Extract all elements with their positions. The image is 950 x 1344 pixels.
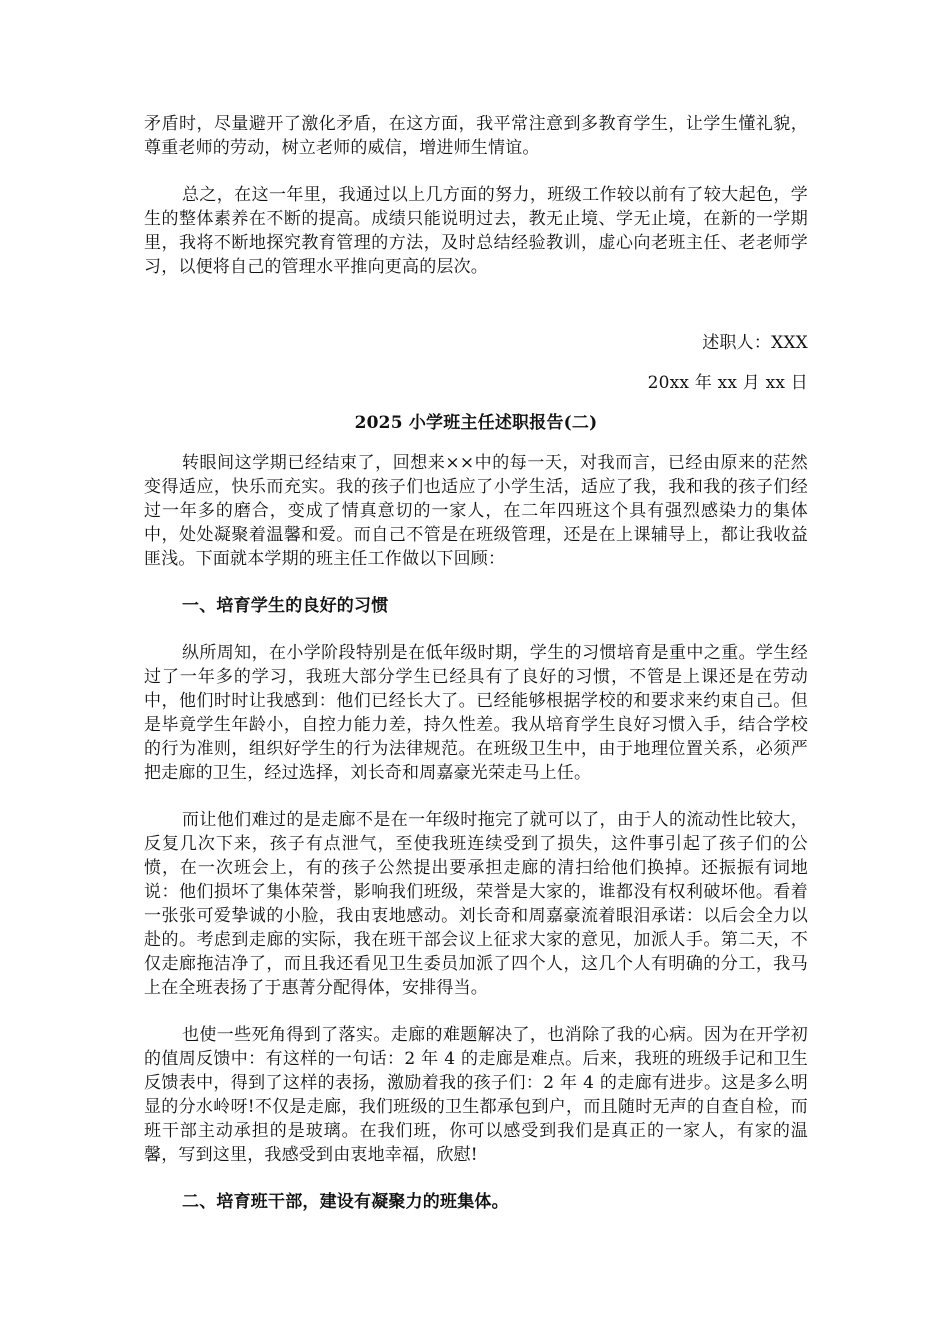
paragraph-3: 转眼间这学期已经结束了，回想来××中的每一天，对我而言，已经由原来的茫然变得适应，快乐而充实。我的孩子们也适应了小学生活，适应了我，我和我的孩子们经过一年多的磨合，变成了情真意切的一家人，在二年四班这个具有强烈感染力的集体中，处处凝聚着温馨和爱。而自己不管是在班级管理，还是在上课辅导上，都让我收益匪浅。下面就本学期的班主任工作做以下回顾： [144,453,808,569]
paragraph-2: 总之，在这一年里，我通过以上几方面的努力，班级工作较以前有了较大起色，学生的整体素养在不断的提高。成绩只能说明过去，教无止境、学无止境，在新的一学期里，我将不断地探究教育管理的方法，及时总结经验教训，虚心向老班主任、老老师学习，以便将自己的管理水平推向更高的层次。 [144,185,808,277]
paragraph-1: 矛盾时，尽量避开了激化矛盾，在这方面，我平常注意到多教育学生，让学生懂礼貌，尊重老师的劳动，树立老师的威信，增进师生情谊。 [144,114,808,158]
document-page [144,112,808,1214]
section-heading-1: 一、培育学生的良好的习惯 [182,596,389,616]
signature-line: 述职人：XXX [702,333,808,353]
section-heading-2: 二、培育班干部，建设有凝聚力的班集体。 [182,1192,509,1212]
date-line: 20xx 年 xx 月 xx 日 [647,373,808,393]
paragraph-6: 也使一些死角得到了落实。走廊的难题解决了，也消除了我的心病。因为在开学初的值周反馈中：有这样的一句话：2 年 4 的走廊是难点。后来，我班的班级手记和卫生反馈表中，得到了这样的表扬，激励着我的孩子们：2 年 4 的走廊有进步。这是多么明显的分水岭呀!不仅是走廊，我们班级的卫生都承包到户，而且随时无声的自查自检，而班干部主动承担的是玻璃。在我们班，你可以感受到我们是真正的一家人，有家的温馨，写到这里，我感受到由衷地幸福，欣慰! [144,1025,808,1165]
report-title: 2025 小学班主任述职报告(二) [354,413,598,433]
paragraph-5: 而让他们难过的是走廊不是在一年级时拖完了就可以了，由于人的流动性比较大，反复几次下来，孩子有点泄气，至使我班连续受到了损失，这件事引起了孩子们的公愤，在一次班会上，有的孩子公然提出要承担走廊的清扫给他们换掉。还振振有词地说：他们损坏了集体荣誉，影响我们班级，荣誉是大家的，谁都没有权利破坏他。看着一张张可爱挚诚的小脸，我由衷地感动。刘长奇和周嘉豪流着眼泪承诺：以后会全力以赴的。考虑到走廊的实际，我在班干部会议上征求大家的意见，加派人手。第二天，不仅走廊拖洁净了，而且我还看见卫生委员加派了四个人，这几个人有明确的分工，我马上在全班表扬了于惠菁分配得体，安排得当。 [144,810,808,998]
paragraph-4: 纵所周知，在小学阶段特别是在低年级时期，学生的习惯培育是重中之重。学生经过了一年多的学习，我班大部分学生已经具有了良好的习惯，不管是上课还是在劳动中，他们时时让我感到：他们已经长大了。已经能够根据学校的和要求来约束自己。但是毕竟学生年龄小，自控力能力差，持久性差。我从培育学生良好习惯入手，结合学校的行为准则，组织好学生的行为法律规范。在班级卫生中，由于地理位置关系，必须严把走廊的卫生，经过选择，刘长奇和周嘉豪光荣走马上任。 [144,643,808,783]
